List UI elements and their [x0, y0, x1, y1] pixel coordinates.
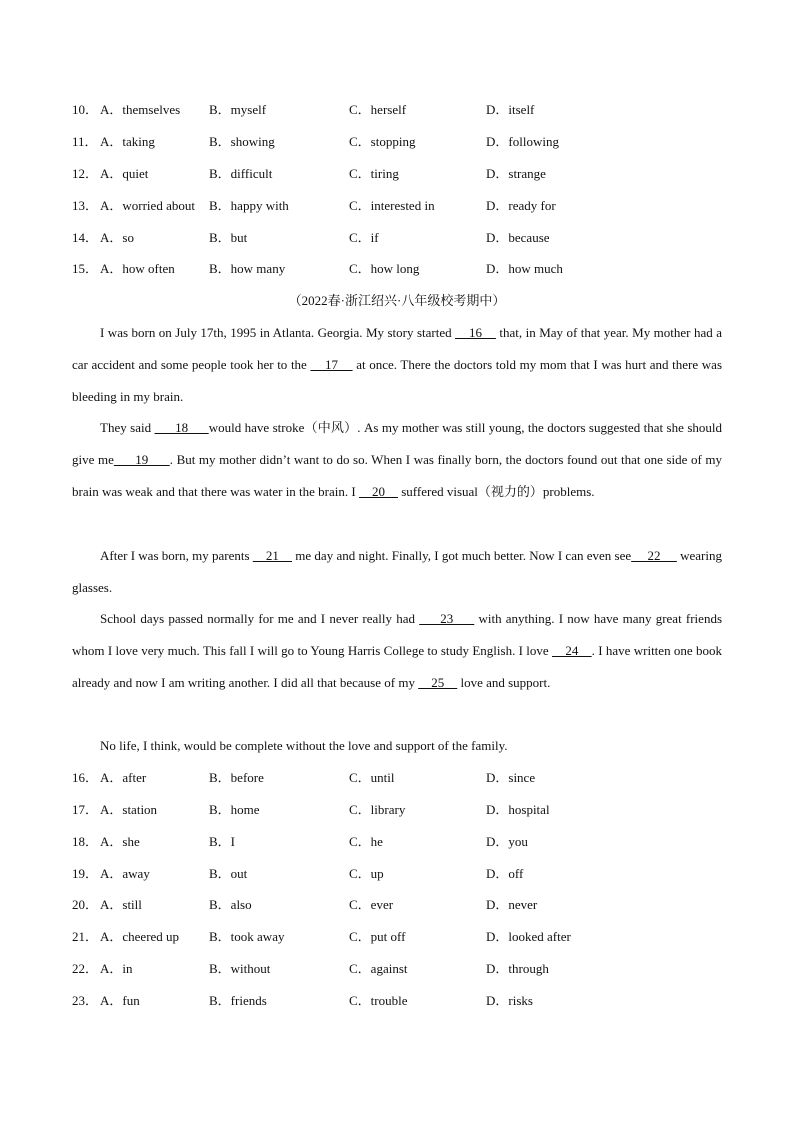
blank-25: 25	[418, 675, 458, 690]
question-number: 10．	[72, 102, 99, 117]
option-b: B．friends	[209, 993, 267, 1008]
option-a: A．still	[100, 897, 142, 912]
option-d: D．strange	[486, 166, 546, 181]
option-d: D．looked after	[486, 929, 571, 944]
option-c: C．up	[349, 866, 384, 881]
paragraph-text: at once. There the doctors told my mom that I was hurt and there was bleeding in my brain.	[72, 357, 722, 404]
option-a: A．in	[100, 961, 133, 976]
paragraph-text: with anything. I now have many great friends whom I love very much. This fall I will go to Young Harris College to study English. I love	[72, 611, 722, 658]
option-c: C．library	[349, 802, 406, 817]
option-b: B．I	[209, 834, 236, 849]
option-c: C．if	[349, 230, 379, 245]
option-a: A．station	[100, 802, 158, 817]
paragraph-text: . I have written one book already and now I am writing another. I did all that because of my	[72, 643, 722, 690]
option-c: C．trouble	[349, 993, 408, 1008]
option-d: D．ready for	[486, 198, 556, 213]
option-a: A．after	[100, 770, 147, 785]
option-c: C．put off	[349, 929, 406, 944]
blank-16: 16	[455, 325, 496, 340]
option-b: B．also	[209, 897, 252, 912]
option-d: D．how much	[486, 261, 563, 276]
passage-paragraph-5: No life, I think, would be complete without the love and support of the family.	[100, 738, 508, 753]
question-number: 15．	[72, 261, 99, 276]
passage-source: （2022春·浙江绍兴·八年级校考期中）	[288, 293, 506, 308]
option-c: C．how long	[349, 261, 420, 276]
blank-23: 23	[419, 611, 475, 626]
paragraph-text: suffered visual（视力的）problems.	[397, 484, 595, 499]
paragraph-text: . But my mother didn’t want to do so. When I was finally born, the doctors found out that one side of my brain was weak and that there was water in the brain. I	[72, 452, 722, 499]
question-number: 22．	[72, 961, 99, 976]
option-d: D．through	[486, 961, 549, 976]
option-a: A．how often	[100, 261, 175, 276]
option-a: A．worried about	[100, 198, 195, 213]
option-b: B．out	[209, 866, 248, 881]
question-number: 20．	[72, 897, 99, 912]
paragraph-text: love and support.	[457, 675, 551, 690]
option-a: A．taking	[100, 134, 155, 149]
option-c: C．tiring	[349, 166, 399, 181]
blank-22: 22	[631, 548, 677, 563]
question-number: 11．	[72, 134, 98, 149]
blank-19: 19	[113, 452, 170, 467]
option-a: A．fun	[100, 993, 140, 1008]
paragraph-text: I was born on July 17th, 1995 in Atlanta. Georgia. My story started	[100, 325, 456, 340]
blank-21: 21	[252, 548, 292, 563]
blank-18: 18	[154, 420, 209, 435]
paragraph-text: would have stroke（中风）. As my mother was still young, the doctors suggested that she should give me	[72, 420, 722, 467]
passage-paragraph-3	[72, 540, 722, 604]
option-d: D．you	[486, 834, 528, 849]
passage-paragraph-4	[72, 603, 722, 699]
question-number: 18．	[72, 834, 99, 849]
question-number: 17．	[72, 802, 99, 817]
paragraph-text: wearing glasses.	[72, 548, 722, 595]
passage-paragraph-1	[72, 317, 722, 413]
option-c: C．herself	[349, 102, 407, 117]
blank-17: 17	[310, 357, 353, 372]
question-number: 23．	[72, 993, 99, 1008]
option-d: D．off	[486, 866, 524, 881]
option-b: B．home	[209, 802, 260, 817]
paragraph-text: me day and night. Finally, I got much better. Now I can even see	[292, 548, 632, 563]
option-b: B．happy with	[209, 198, 289, 213]
option-a: A．so	[100, 230, 134, 245]
question-number: 13．	[72, 198, 99, 213]
option-d: D．risks	[486, 993, 533, 1008]
option-d: D．because	[486, 230, 550, 245]
option-a: A．away	[100, 866, 150, 881]
question-number: 14．	[72, 230, 99, 245]
option-a: A．themselves	[100, 102, 181, 117]
paragraph-text: After I was born, my parents	[100, 548, 253, 563]
option-c: C．against	[349, 961, 408, 976]
blank-20: 20	[358, 484, 398, 499]
option-d: D．hospital	[486, 802, 550, 817]
option-c: C．stopping	[349, 134, 416, 149]
option-a: A．quiet	[100, 166, 149, 181]
paragraph-text: They said	[100, 420, 155, 435]
question-number: 12．	[72, 166, 99, 181]
option-a: A．she	[100, 834, 140, 849]
option-b: B．took away	[209, 929, 285, 944]
question-number: 19．	[72, 866, 99, 881]
option-a: A．cheered up	[100, 929, 180, 944]
option-b: B．how many	[209, 261, 286, 276]
passage-paragraph-2	[72, 412, 722, 508]
blank-24: 24	[552, 643, 592, 658]
option-b: B．without	[209, 961, 271, 976]
question-number: 21．	[72, 929, 99, 944]
question-number: 16．	[72, 770, 99, 785]
option-c: C．he	[349, 834, 383, 849]
option-c: C．until	[349, 770, 395, 785]
paragraph-text: School days passed normally for me and I never really had	[100, 611, 420, 626]
option-d: D．never	[486, 897, 538, 912]
option-c: C．interested in	[349, 198, 435, 213]
option-b: B．difficult	[209, 166, 273, 181]
option-c: C．ever	[349, 897, 394, 912]
option-d: D．itself	[486, 102, 535, 117]
paragraph-text: that, in May of that year. My mother had a car accident and some people took her to the	[72, 325, 722, 372]
option-d: D．since	[486, 770, 536, 785]
option-b: B．before	[209, 770, 264, 785]
option-b: B．myself	[209, 102, 267, 117]
option-b: B．showing	[209, 134, 275, 149]
option-b: B．but	[209, 230, 248, 245]
option-d: D．following	[486, 134, 559, 149]
